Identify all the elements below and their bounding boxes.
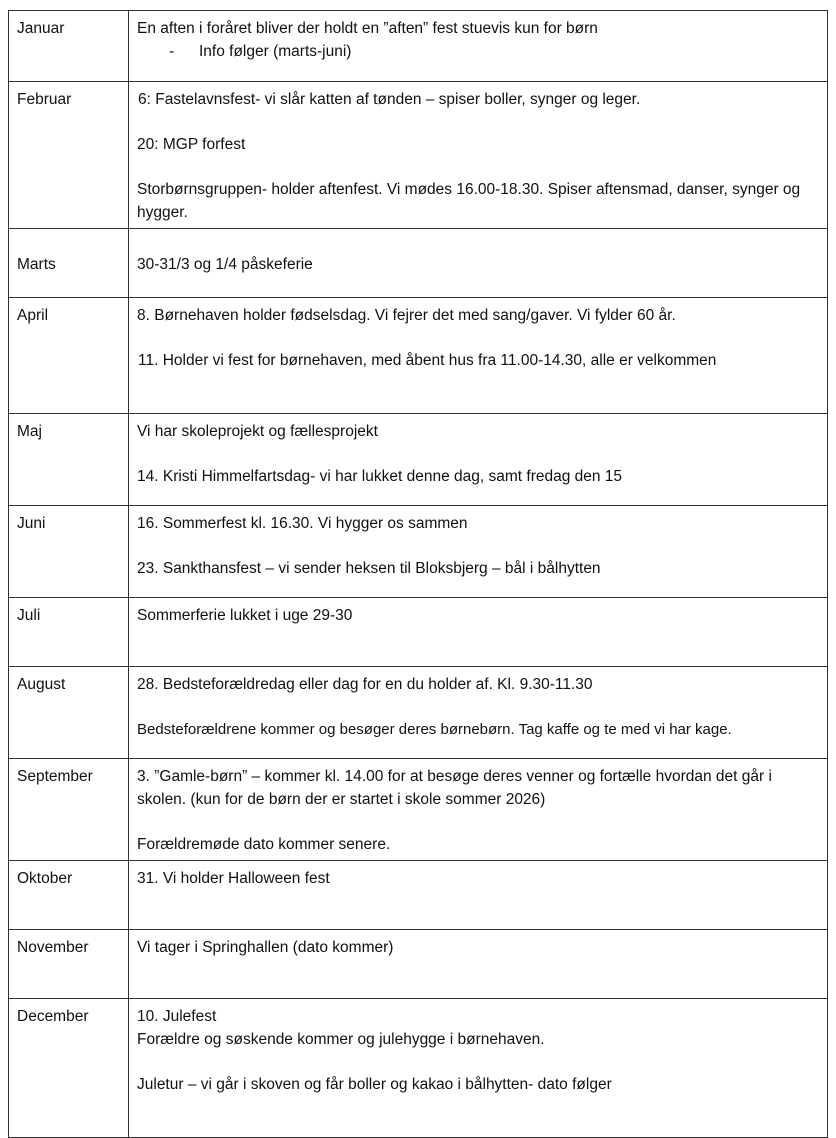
- event-text: 31. Vi holder Halloween fest: [137, 870, 330, 887]
- event-text: Storbørnsgruppen- holder aftenfest. Vi mødes 16.00-18.30. Spiser aftensmad, danser, synger og hygger.: [137, 181, 801, 221]
- month-label: Juni: [17, 515, 46, 532]
- month-label: Januar: [17, 20, 65, 37]
- month-label: November: [17, 939, 89, 956]
- table-row: [9, 298, 828, 414]
- event-text: 20: MGP forfest: [137, 136, 246, 153]
- event-cell: [129, 667, 828, 759]
- month-cell: [9, 298, 129, 414]
- month-label: September: [17, 768, 93, 785]
- event-cell: [129, 930, 828, 999]
- table-row: [9, 667, 828, 759]
- event-text: 23. Sankthansfest – vi sender heksen til Bloksbjerg – bål i bålhytten: [137, 560, 601, 577]
- event-cell: [129, 298, 828, 414]
- month-cell: [9, 11, 129, 82]
- month-cell: [9, 598, 129, 667]
- table-row: [9, 414, 828, 506]
- month-label: Juli: [17, 607, 41, 624]
- event-cell: [129, 11, 828, 82]
- table-row: [9, 506, 828, 598]
- table-row: [9, 930, 828, 999]
- event-calendar-table: [8, 10, 828, 1138]
- table-row: [9, 598, 828, 667]
- month-cell: [9, 82, 129, 229]
- month-cell: [9, 930, 129, 999]
- event-text: Info følger (marts-juni): [199, 43, 352, 60]
- month-cell: [9, 229, 129, 298]
- event-text: Vi har skoleprojekt og fællesprojekt: [137, 423, 378, 440]
- month-cell: [9, 999, 129, 1138]
- month-cell: [9, 506, 129, 598]
- table-row: [9, 11, 828, 82]
- month-label: Marts: [17, 255, 56, 273]
- month-label: December: [17, 1008, 89, 1025]
- month-label: Februar: [17, 91, 72, 108]
- event-text: 8. Børnehaven holder fødselsdag. Vi fejrer det med sang/gaver. Vi fylder 60 år.: [137, 307, 676, 324]
- event-cell: [129, 414, 828, 506]
- month-cell: [9, 861, 129, 930]
- event-text: 10. Julefest: [137, 1008, 217, 1025]
- month-cell: [9, 414, 129, 506]
- table-row: [9, 861, 828, 930]
- table-row: [9, 999, 828, 1138]
- event-text: 6: Fastelavnsfest- vi slår katten af tønden – spiser boller, synger og leger.: [138, 91, 641, 108]
- event-cell: [129, 598, 828, 667]
- event-text: 30-31/3 og 1/4 påskeferie: [137, 255, 313, 273]
- table-row: [9, 229, 828, 298]
- bullet-item: [137, 40, 819, 63]
- event-text: Sommerferie lukket i uge 29-30: [137, 607, 353, 624]
- event-text: Juletur – vi går i skoven og får boller og kakao i bålhytten- dato følger: [137, 1076, 612, 1093]
- event-cell: [129, 759, 828, 861]
- event-cell: [129, 506, 828, 598]
- month-label: August: [17, 676, 66, 693]
- event-text: 14. Kristi Himmelfartsdag- vi har lukket denne dag, samt fredag den 15: [137, 468, 623, 485]
- event-text: 3. ”Gamle-børn” – kommer kl. 14.00 for at besøge deres venner og fortælle hvordan det går i skolen. (kun for de børn der er startet i skole sommer 2026): [137, 768, 772, 808]
- event-text: 28. Bedsteforældredag eller dag for en du holder af. Kl. 9.30-11.30: [137, 676, 593, 693]
- month-cell: [9, 759, 129, 861]
- event-text: Vi tager i Springhallen (dato kommer): [137, 939, 394, 956]
- table-row: [9, 82, 828, 229]
- event-text: 16. Sommerfest kl. 16.30. Vi hygger os sammen: [137, 515, 468, 532]
- table-row: [9, 759, 828, 861]
- event-text: Forældremøde dato kommer senere.: [137, 836, 391, 853]
- event-text: En aften i foråret bliver der holdt en ”aften” fest stuevis kun for børn: [137, 20, 598, 37]
- dash-bullet: -: [169, 43, 175, 60]
- event-text: 11. Holder vi fest for børnehaven, med åbent hus fra 11.00-14.30, alle er velkommen: [138, 352, 717, 369]
- event-cell: [129, 229, 828, 298]
- event-cell: [129, 82, 828, 229]
- event-cell: [129, 861, 828, 930]
- event-text: Forældre og søskende kommer og julehygge i børnehaven.: [137, 1031, 545, 1048]
- month-label: April: [17, 307, 49, 324]
- month-label: Oktober: [17, 870, 73, 887]
- event-text: Bedsteforældrene kommer og besøger deres børnebørn. Tag kaffe og te med vi har kage.: [137, 721, 732, 738]
- month-label: Maj: [17, 423, 42, 440]
- month-cell: [9, 667, 129, 759]
- event-cell: [129, 999, 828, 1138]
